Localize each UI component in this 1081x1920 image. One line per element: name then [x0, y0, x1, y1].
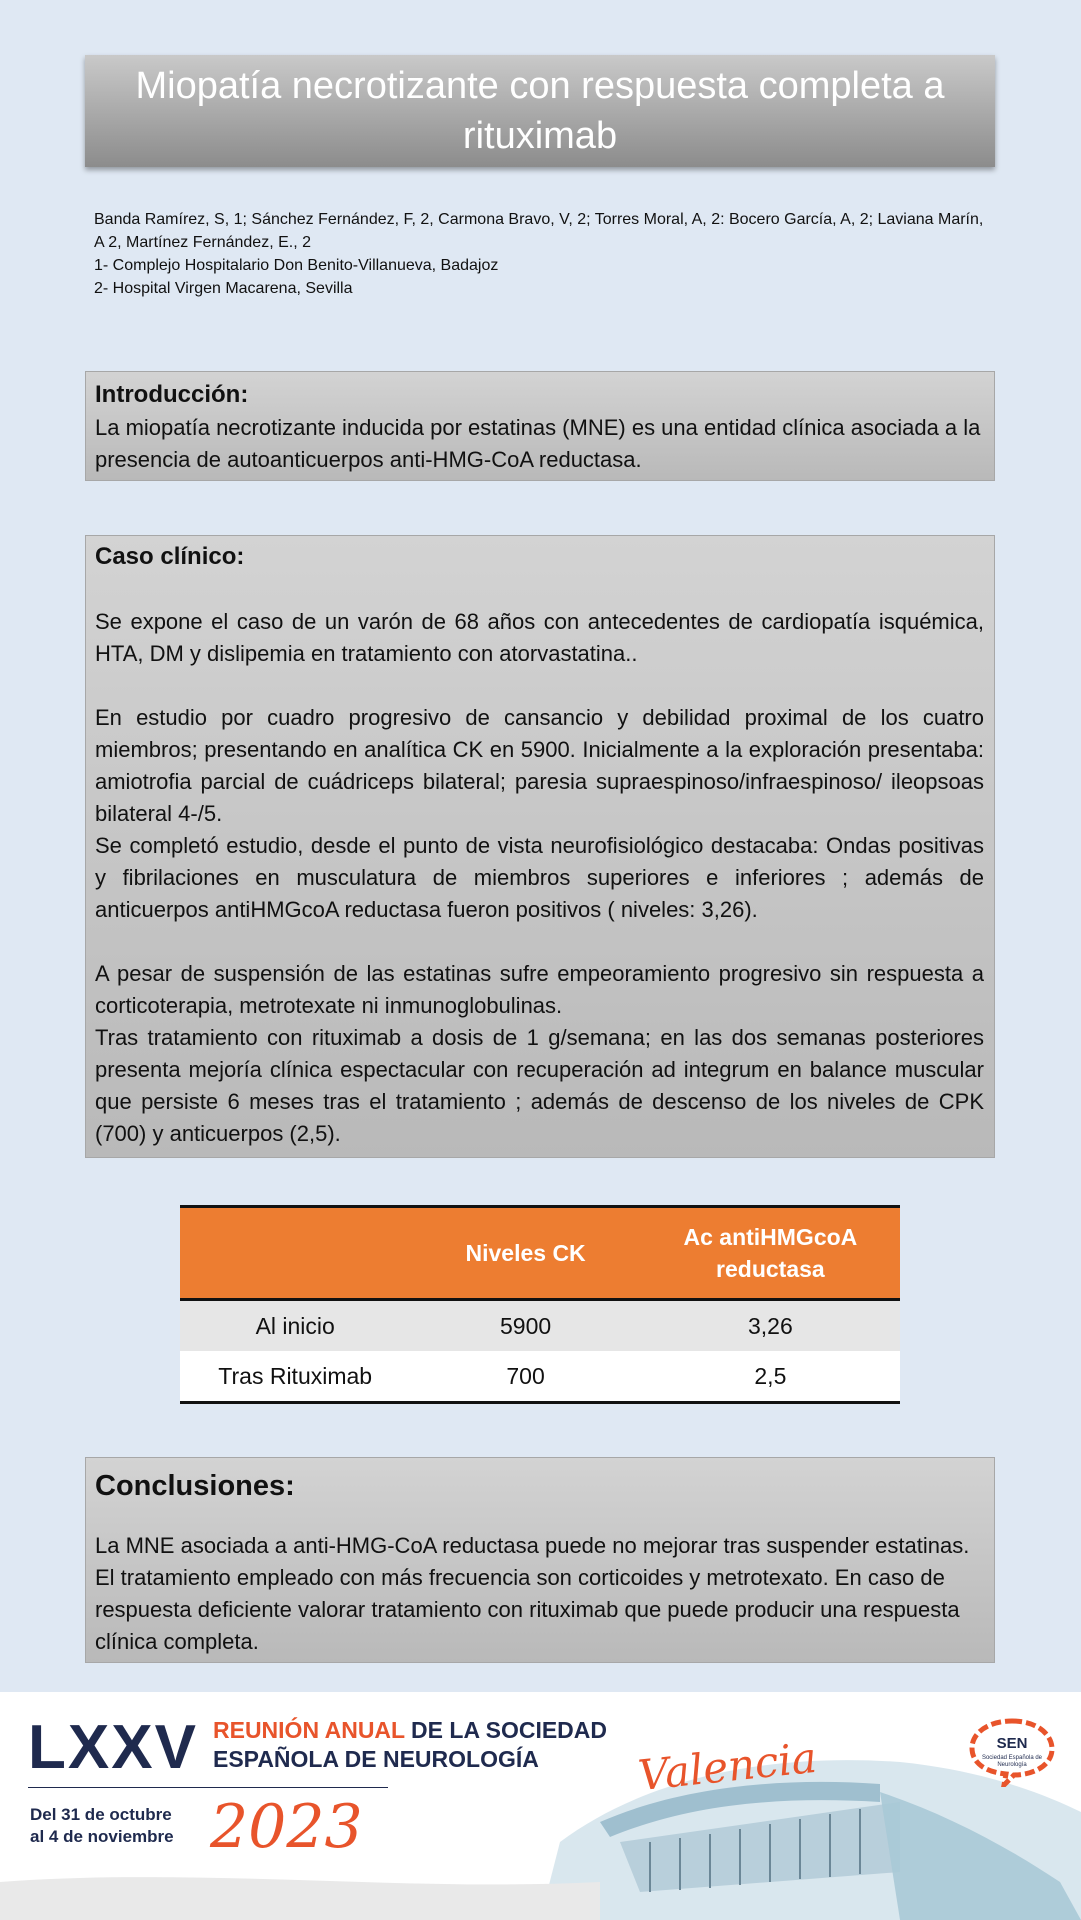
conference-dates [30, 1804, 174, 1848]
table-cell-label: Tras Rituximab [180, 1351, 410, 1403]
table-header-row [180, 1207, 900, 1300]
authors-block [94, 208, 994, 300]
conference-name-line2: ESPAÑOLA DE NEUROLOGÍA [213, 1746, 539, 1772]
table-cell-ck: 5900 [410, 1300, 640, 1352]
table-cell-ck: 700 [410, 1351, 640, 1403]
case-paragraph-4: A pesar de suspensión de las estatinas sufre empeoramiento progresivo sin respuesta a corticoterapia, metrotexate ni inmunoglobulinas. [95, 961, 984, 1018]
conference-year: 2023 [210, 1792, 363, 1862]
table-header-antibody: Ac antiHMGcoA reductasa [641, 1207, 900, 1300]
case-panel [85, 535, 995, 1158]
case-paragraph-3: Se completó estudio, desde el punto de vista neurofisiológico destacaba: Ondas positivas y fibrilaciones en musculatura de miembros superiores e inferiores ; además de anticuerpos antiHMGcoA reductasa fueron positivos ( niveles: 3,26). [95, 833, 984, 922]
date-line-2: al 4 de noviembre [30, 1827, 174, 1846]
conference-name-orange: REUNIÓN ANUAL [213, 1717, 405, 1743]
affiliation-1: 1- Complejo Hospitalario Don Benito-Villanueva, Badajoz [94, 257, 499, 274]
case-heading: Caso clínico: [95, 543, 245, 570]
table-header-empty [180, 1207, 410, 1300]
table-cell-label: Al inicio [180, 1300, 410, 1352]
sen-logo-icon [968, 1717, 1056, 1787]
case-paragraph-2: En estudio por cuadro progresivo de cansancio y debilidad proximal de los cuatro miembros; presentando en analítica CK en 5900. Inicialmente a la exploración presentaba: amiotrofia parcial de cuádriceps bilateral; paresia supraespinoso/infraespinoso/ ileopsoas bilateral 4-/5. [95, 705, 984, 826]
introduction-heading: Introducción: [95, 381, 249, 408]
table-row [180, 1300, 900, 1352]
poster-title: Miopatía necrotizante con respuesta completa a rituximab [85, 55, 995, 167]
introduction-panel [85, 371, 995, 481]
case-paragraph-1: Se expone el caso de un varón de 68 años con antecedentes de cardiopatía isquémica, HTA, DM y dislipemia en tratamiento con atorvastatina.. [95, 609, 984, 666]
conclusions-panel [85, 1457, 995, 1663]
introduction-text: La miopatía necrotizante inducida por estatinas (MNE) es una entidad clínica asociada a la presencia de autoanticuerpos anti-HMG-CoA reductasa. [95, 415, 981, 472]
case-paragraph-5: Tras tratamiento con rituximab a dosis de 1 g/semana; en las dos semanas posteriores presenta mejoría clínica espectacular con recuperación ad integrum en balance muscular que persiste 6 meses tras el tratamiento ; además de descenso de los niveles de CPK (700) y anticuerpos (2,5). [95, 1025, 984, 1146]
author-list: Banda Ramírez, S, 1; Sánchez Fernández, F, 2, Carmona Bravo, V, 2; Torres Moral, A, 2: Bocero García, A, 2; Laviana Marín, A 2, Martínez Fernández, E., 2 [94, 211, 984, 251]
conference-banner [0, 1692, 1081, 1920]
sen-logo-subtitle: Sociedad Española de Neurología [981, 1755, 1043, 1768]
table-cell-antibody: 2,5 [641, 1351, 900, 1403]
date-line-1: Del 31 de octubre [30, 1805, 172, 1824]
edition-number: LXXV [28, 1713, 198, 1782]
sen-logo [968, 1717, 1056, 1787]
conclusions-heading: Conclusiones: [95, 1470, 295, 1502]
table-header-ck: Niveles CK [410, 1207, 640, 1300]
table-row [180, 1351, 900, 1403]
city-name: Valencia [635, 1732, 819, 1801]
table-cell-antibody: 3,26 [641, 1300, 900, 1352]
conclusions-text: La MNE asociada a anti-HMG-CoA reductasa puede no mejorar tras suspender estatinas. El tratamiento empleado con más frecuencia son corticoides y metrotexato. En caso de respuesta deficiente valorar tratamiento con rituximab que puede producir una respuesta clínica completa. [95, 1533, 970, 1654]
results-table [180, 1205, 900, 1404]
conference-name-dark: DE LA SOCIEDAD [404, 1717, 607, 1743]
affiliation-2: 2- Hospital Virgen Macarena, Sevilla [94, 280, 353, 297]
conference-name [213, 1716, 607, 1774]
banner-divider [28, 1787, 388, 1788]
sen-logo-text: SEN [996, 1735, 1028, 1752]
